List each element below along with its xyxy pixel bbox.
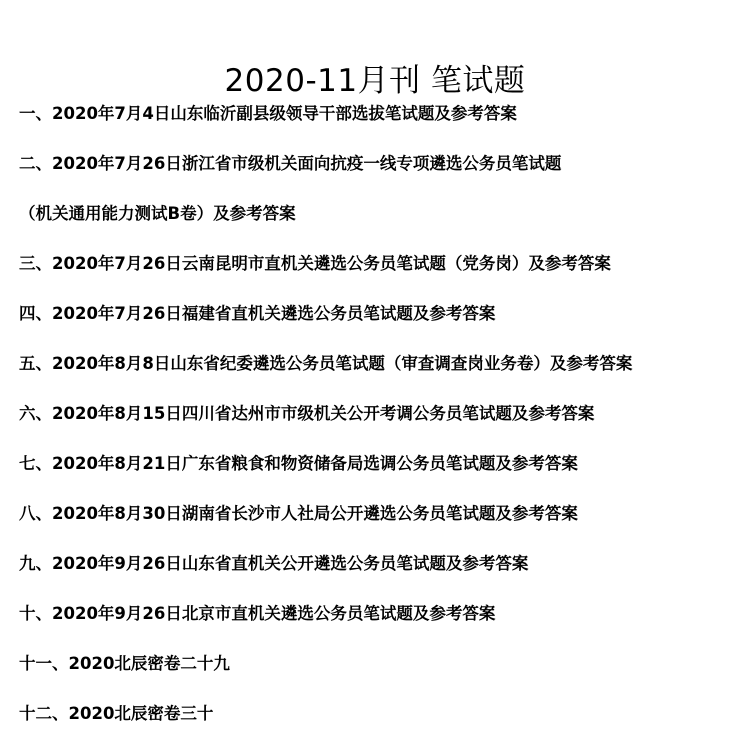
- list-item: 九、2020年9月26日山东省直机关公开遴选公务员笔试题及参考答案: [19, 554, 529, 573]
- page-title: 2020-11月刊 笔试题: [224, 62, 526, 99]
- list-item: 十、2020年9月26日北京市直机关遴选公务员笔试题及参考答案: [19, 604, 496, 623]
- list-item: 三、2020年7月26日云南昆明市直机关遴选公务员笔试题（党务岗）及参考答案: [19, 254, 611, 273]
- list-item: 八、2020年8月30日湖南省长沙市人社局公开遴选公务员笔试题及参考答案: [19, 504, 578, 523]
- list-item: 六、2020年8月15日四川省达州市市级机关公开考调公务员笔试题及参考答案: [19, 404, 595, 423]
- list-item: 一、2020年7月4日山东临沂副县级领导干部选拔笔试题及参考答案: [19, 104, 517, 123]
- list-item: （机关通用能力测试B卷）及参考答案: [19, 204, 296, 223]
- list-item: 四、2020年7月26日福建省直机关遴选公务员笔试题及参考答案: [19, 304, 496, 323]
- list-item: 七、2020年8月21日广东省粮食和物资储备局选调公务员笔试题及参考答案: [19, 454, 578, 473]
- list-item: 十二、2020北辰密卷三十: [19, 704, 214, 723]
- list-item: 五、2020年8月8日山东省纪委遴选公务员笔试题（审查调查岗业务卷）及参考答案: [19, 354, 633, 373]
- exam-list: [19, 101, 739, 751]
- list-item: 十一、2020北辰密卷二十九: [19, 654, 230, 673]
- list-item: 二、2020年7月26日浙江省市级机关面向抗疫一线专项遴选公务员笔试题: [19, 154, 562, 173]
